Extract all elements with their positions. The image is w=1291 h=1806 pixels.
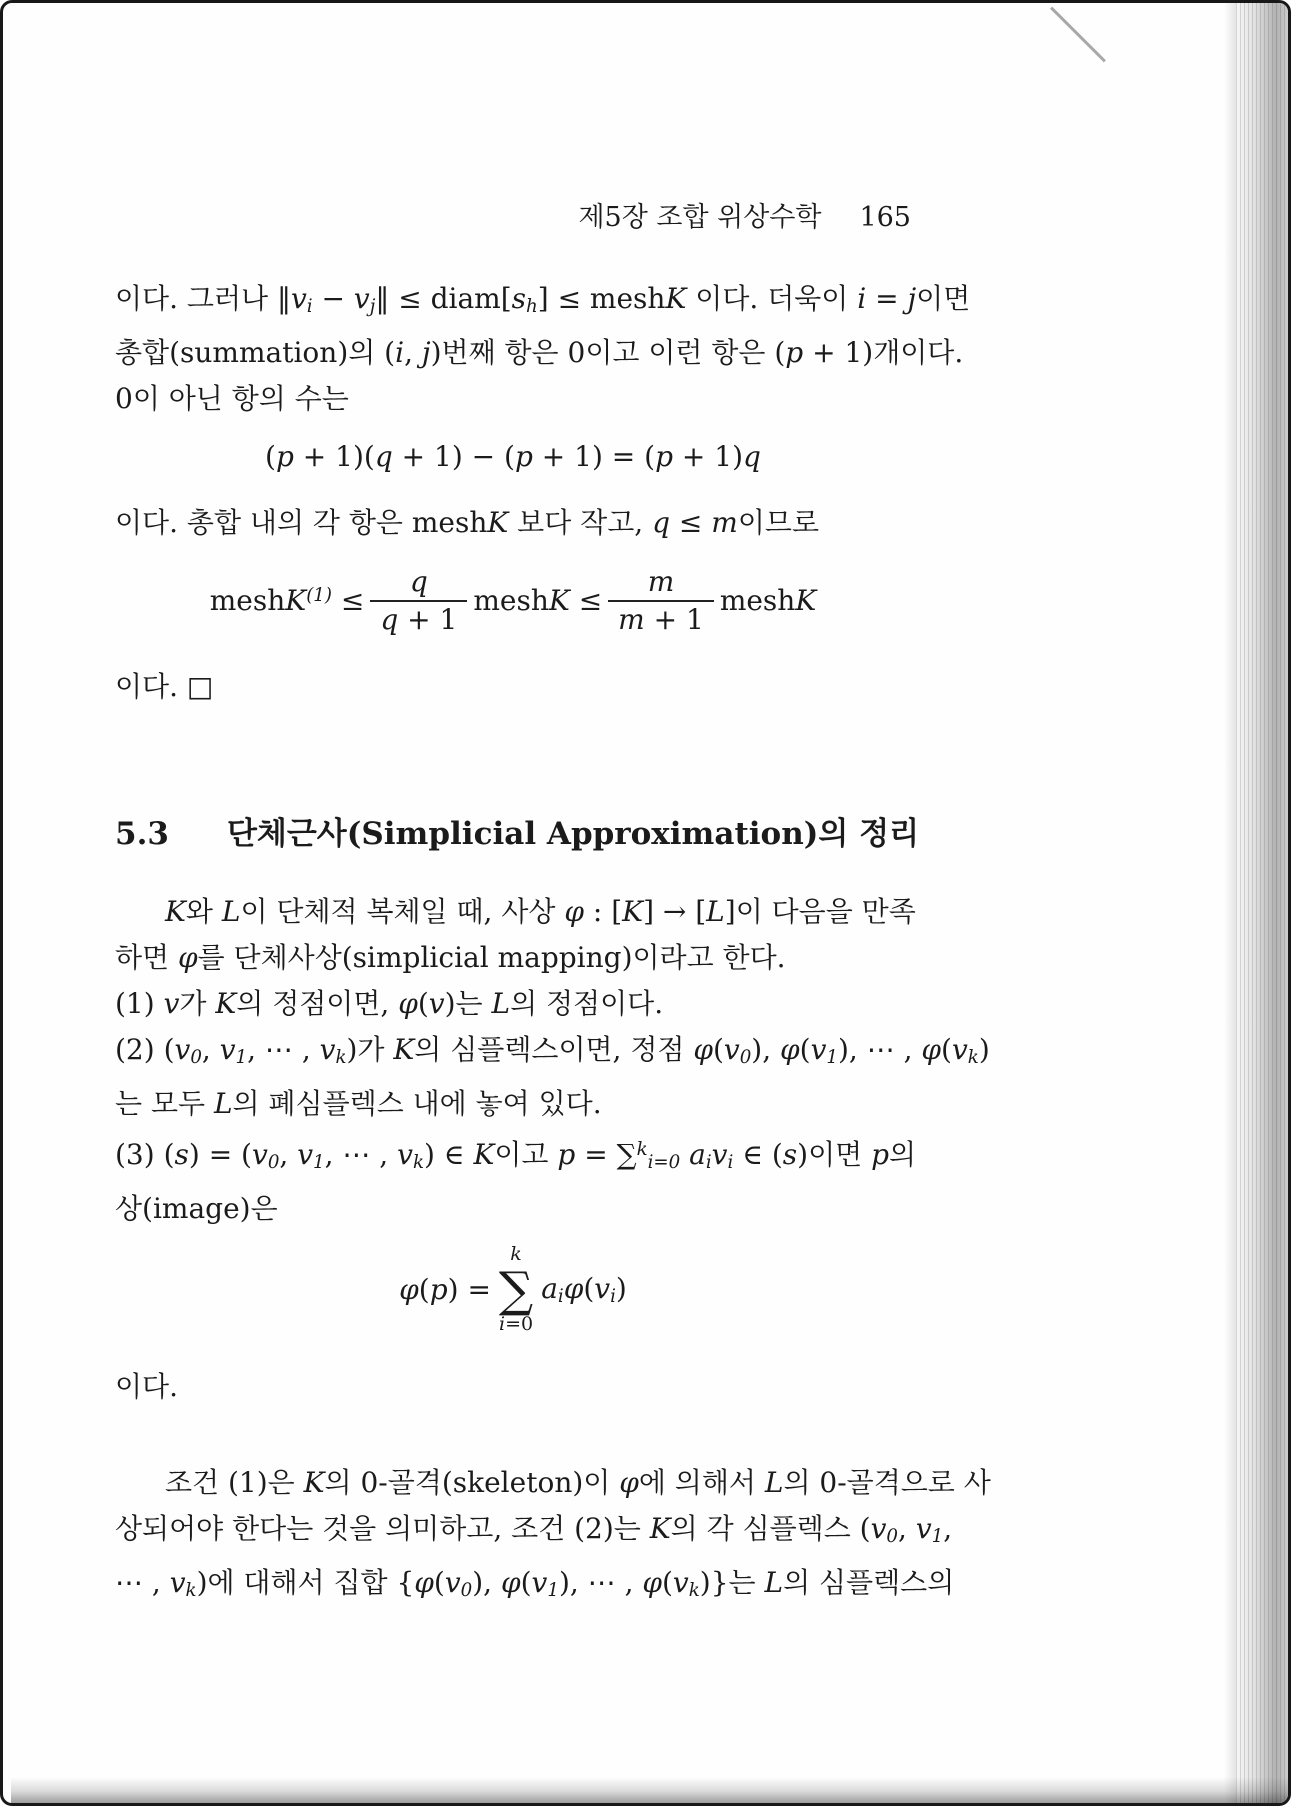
- paragraph-closing: [115, 1460, 991, 1614]
- text-line: (2) (v0, v1, ⋯ , vk)가 K의 심플렉스이면, 정점 φ(v0), φ(v1), ⋯ , φ(vk): [115, 1033, 990, 1069]
- section-title: 단체근사(Simplicial Approximation)의 정리: [226, 816, 920, 853]
- fraction-numerator: m: [608, 566, 714, 602]
- display-formula-mesh-inequality: [115, 566, 911, 636]
- paragraph-continuation: [115, 276, 971, 422]
- text-line: 는 모두 L의 폐심플렉스 내에 놓여 있다.: [115, 1087, 602, 1121]
- text-line: 상(image)은: [115, 1192, 278, 1226]
- qed-line: 이다. □: [115, 670, 214, 704]
- page-content: [115, 195, 991, 1614]
- text-line: 이다.: [115, 1369, 178, 1403]
- page-edge-shadow: [1224, 3, 1236, 1803]
- text-line: 조건 (1)은 K의 0-골격(skeleton)이 φ에 의해서 L의 0-골격으로 사: [165, 1465, 991, 1499]
- sigma-icon: ∑: [498, 1262, 534, 1318]
- section-heading: [115, 808, 920, 853]
- page-stack-bottom-edge: [11, 1777, 1288, 1803]
- fraction-denominator: q + 1: [380, 602, 458, 636]
- display-formula-count: [115, 438, 911, 476]
- formula-expression: (p + 1)(q + 1) − (p + 1) = (p + 1)q: [265, 440, 761, 474]
- page-number: 165: [859, 202, 911, 233]
- running-header: [115, 195, 911, 234]
- fraction-q: [370, 566, 467, 636]
- text-line: 이다. 그러나 ‖vi − vj‖ ≤ diam[sh] ≤ meshK 이다. 더욱이 i = j이면: [115, 282, 971, 317]
- text-line: (1) v가 K의 정점이면, φ(v)는 L의 정점이다.: [115, 987, 664, 1021]
- summation-upper-limit: k: [510, 1243, 522, 1266]
- text-line: ⋯ , vk)에 대해서 집합 {φ(v0), φ(v1), ⋯ , φ(vk)}는 L의 심플렉스의: [115, 1565, 955, 1601]
- paragraph-after-formula: [115, 1364, 911, 1410]
- paragraph-qed: [115, 664, 911, 710]
- display-formula-phi-sum: [115, 1244, 911, 1336]
- text-line: 0이 아닌 항의 수는: [115, 382, 349, 415]
- formula-lhs: meshK$^{(1)}$ ≤: [209, 583, 365, 617]
- formula-rhs: meshK: [719, 583, 817, 617]
- fraction-numerator: q: [370, 566, 467, 602]
- formula-mid: meshK ≤: [473, 583, 603, 617]
- page-corner-fold-line: [1050, 7, 1106, 63]
- chapter-title: 제5장 조합 위상수학: [578, 202, 822, 233]
- formula-lhs: φ(p) =: [399, 1272, 491, 1306]
- section-number: 5.3: [115, 816, 169, 853]
- fraction-denominator: m + 1: [618, 602, 704, 636]
- text-line: 이다. 총합 내의 각 항은 meshK 보다 작고, q ≤ m이므로: [115, 505, 819, 539]
- text-line: K와 L이 단체적 복체일 때, 사상 φ : [K] → [L]이 다음을 만족: [165, 895, 916, 929]
- summation-lower-limit: i=0: [499, 1313, 534, 1335]
- summation-symbol: [499, 1244, 533, 1336]
- text-line: (3) (s) = (v0, v1, ⋯ , vk) ∈ K이고 p = ∑$^k$i=0 aivi ∈ (s)이면 p의: [115, 1138, 917, 1174]
- page-stack-right-edge: [1236, 3, 1288, 1803]
- text-line: 하면 φ를 단체사상(simplicial mapping)이라고 한다.: [115, 941, 786, 975]
- text-line: 총합(summation)의 (i, j)번째 항은 0이고 이런 항은 (p + 1)개이다.: [115, 336, 964, 369]
- text-line: 상되어야 한다는 것을 의미하고, 조건 (2)는 K의 각 심플렉스 (v0, v1,: [115, 1511, 953, 1547]
- paragraph-mesh: [115, 500, 911, 546]
- fraction-m: [608, 566, 714, 636]
- formula-rhs: aiφ(vi): [541, 1272, 627, 1308]
- paragraph-definition: [115, 889, 990, 1232]
